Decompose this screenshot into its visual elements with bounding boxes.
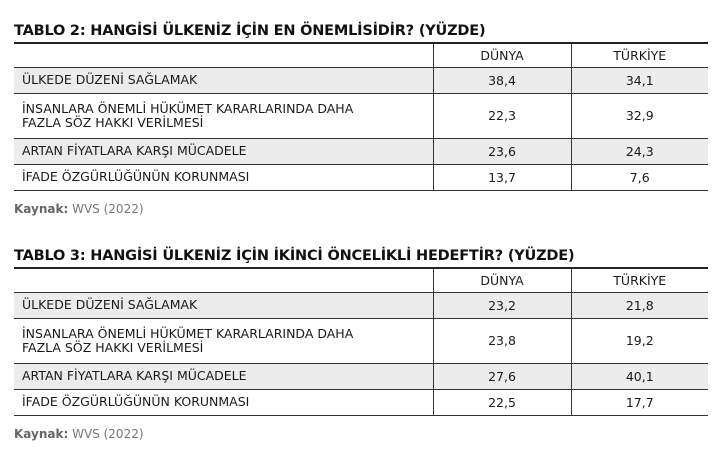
row-label: ÜLKEDE DÜZENİ SAĞLAMAK xyxy=(14,292,433,318)
cell-turkiye: 21,8 xyxy=(571,292,708,318)
row-label: İFADE ÖZGÜRLÜĞÜNÜN KORUNMASI xyxy=(14,164,433,190)
cell-dunya: 23,8 xyxy=(433,318,571,363)
table-2-title: TABLO 2: HANGİSİ ÜLKENİZ İÇİN EN ÖNEMLİSİDİR? (YÜZDE) xyxy=(14,23,486,39)
table-row xyxy=(14,164,708,190)
table-3-block xyxy=(14,245,708,441)
table-row xyxy=(14,292,708,318)
table-3-title: TABLO 3: HANGİSİ ÜLKENİZ İÇİN İKİNCİ ÖNCELİKLİ HEDEFTİR? (YÜZDE) xyxy=(14,248,575,264)
table-header-row xyxy=(14,268,708,292)
source-label: Kaynak: xyxy=(14,426,69,441)
cell-dunya: 13,7 xyxy=(433,164,571,190)
row-label: ARTAN FİYATLARA KARŞI MÜCADELE xyxy=(14,138,433,164)
cell-turkiye: 40,1 xyxy=(571,363,708,389)
table-row xyxy=(14,389,708,415)
cell-turkiye: 19,2 xyxy=(571,318,708,363)
table-row xyxy=(14,138,708,164)
cell-dunya: 38,4 xyxy=(433,67,571,93)
cell-turkiye: 34,1 xyxy=(571,67,708,93)
table-row xyxy=(14,67,708,93)
header-dunya: DÜNYA xyxy=(433,43,571,67)
cell-dunya: 22,3 xyxy=(433,93,571,138)
row-label: ÜLKEDE DÜZENİ SAĞLAMAK xyxy=(14,67,433,93)
table-row xyxy=(14,93,708,138)
table-3-source xyxy=(14,427,708,441)
row-label: ARTAN FİYATLARA KARŞI MÜCADELE xyxy=(14,363,433,389)
source-label: Kaynak: xyxy=(14,201,69,216)
cell-dunya: 22,5 xyxy=(433,389,571,415)
table-row xyxy=(14,363,708,389)
cell-dunya: 23,6 xyxy=(433,138,571,164)
cell-dunya: 27,6 xyxy=(433,363,571,389)
row-label: İNSANLARA ÖNEMLİ HÜKÜMET KARARLARINDA DAHA FAZLA SÖZ HAKKI VERİLMESİ xyxy=(14,93,433,138)
cell-dunya: 23,2 xyxy=(433,292,571,318)
cell-turkiye: 24,3 xyxy=(571,138,708,164)
table-row xyxy=(14,318,708,363)
cell-turkiye: 17,7 xyxy=(571,389,708,415)
header-turkiye: TÜRKİYE xyxy=(571,268,708,292)
header-empty xyxy=(14,268,433,292)
cell-turkiye: 32,9 xyxy=(571,93,708,138)
row-label: İNSANLARA ÖNEMLİ HÜKÜMET KARARLARINDA DAHA FAZLA SÖZ HAKKI VERİLMESİ xyxy=(14,318,433,363)
cell-turkiye: 7,6 xyxy=(571,164,708,190)
source-value: WVS (2022) xyxy=(72,201,144,216)
header-empty xyxy=(14,43,433,67)
table-header-row xyxy=(14,43,708,67)
table-2 xyxy=(14,42,708,191)
table-3 xyxy=(14,267,708,416)
row-label: İFADE ÖZGÜRLÜĞÜNÜN KORUNMASI xyxy=(14,389,433,415)
header-dunya: DÜNYA xyxy=(433,268,571,292)
table-2-source xyxy=(14,202,708,216)
source-value: WVS (2022) xyxy=(72,426,144,441)
header-turkiye: TÜRKİYE xyxy=(571,43,708,67)
table-2-block xyxy=(14,20,708,216)
